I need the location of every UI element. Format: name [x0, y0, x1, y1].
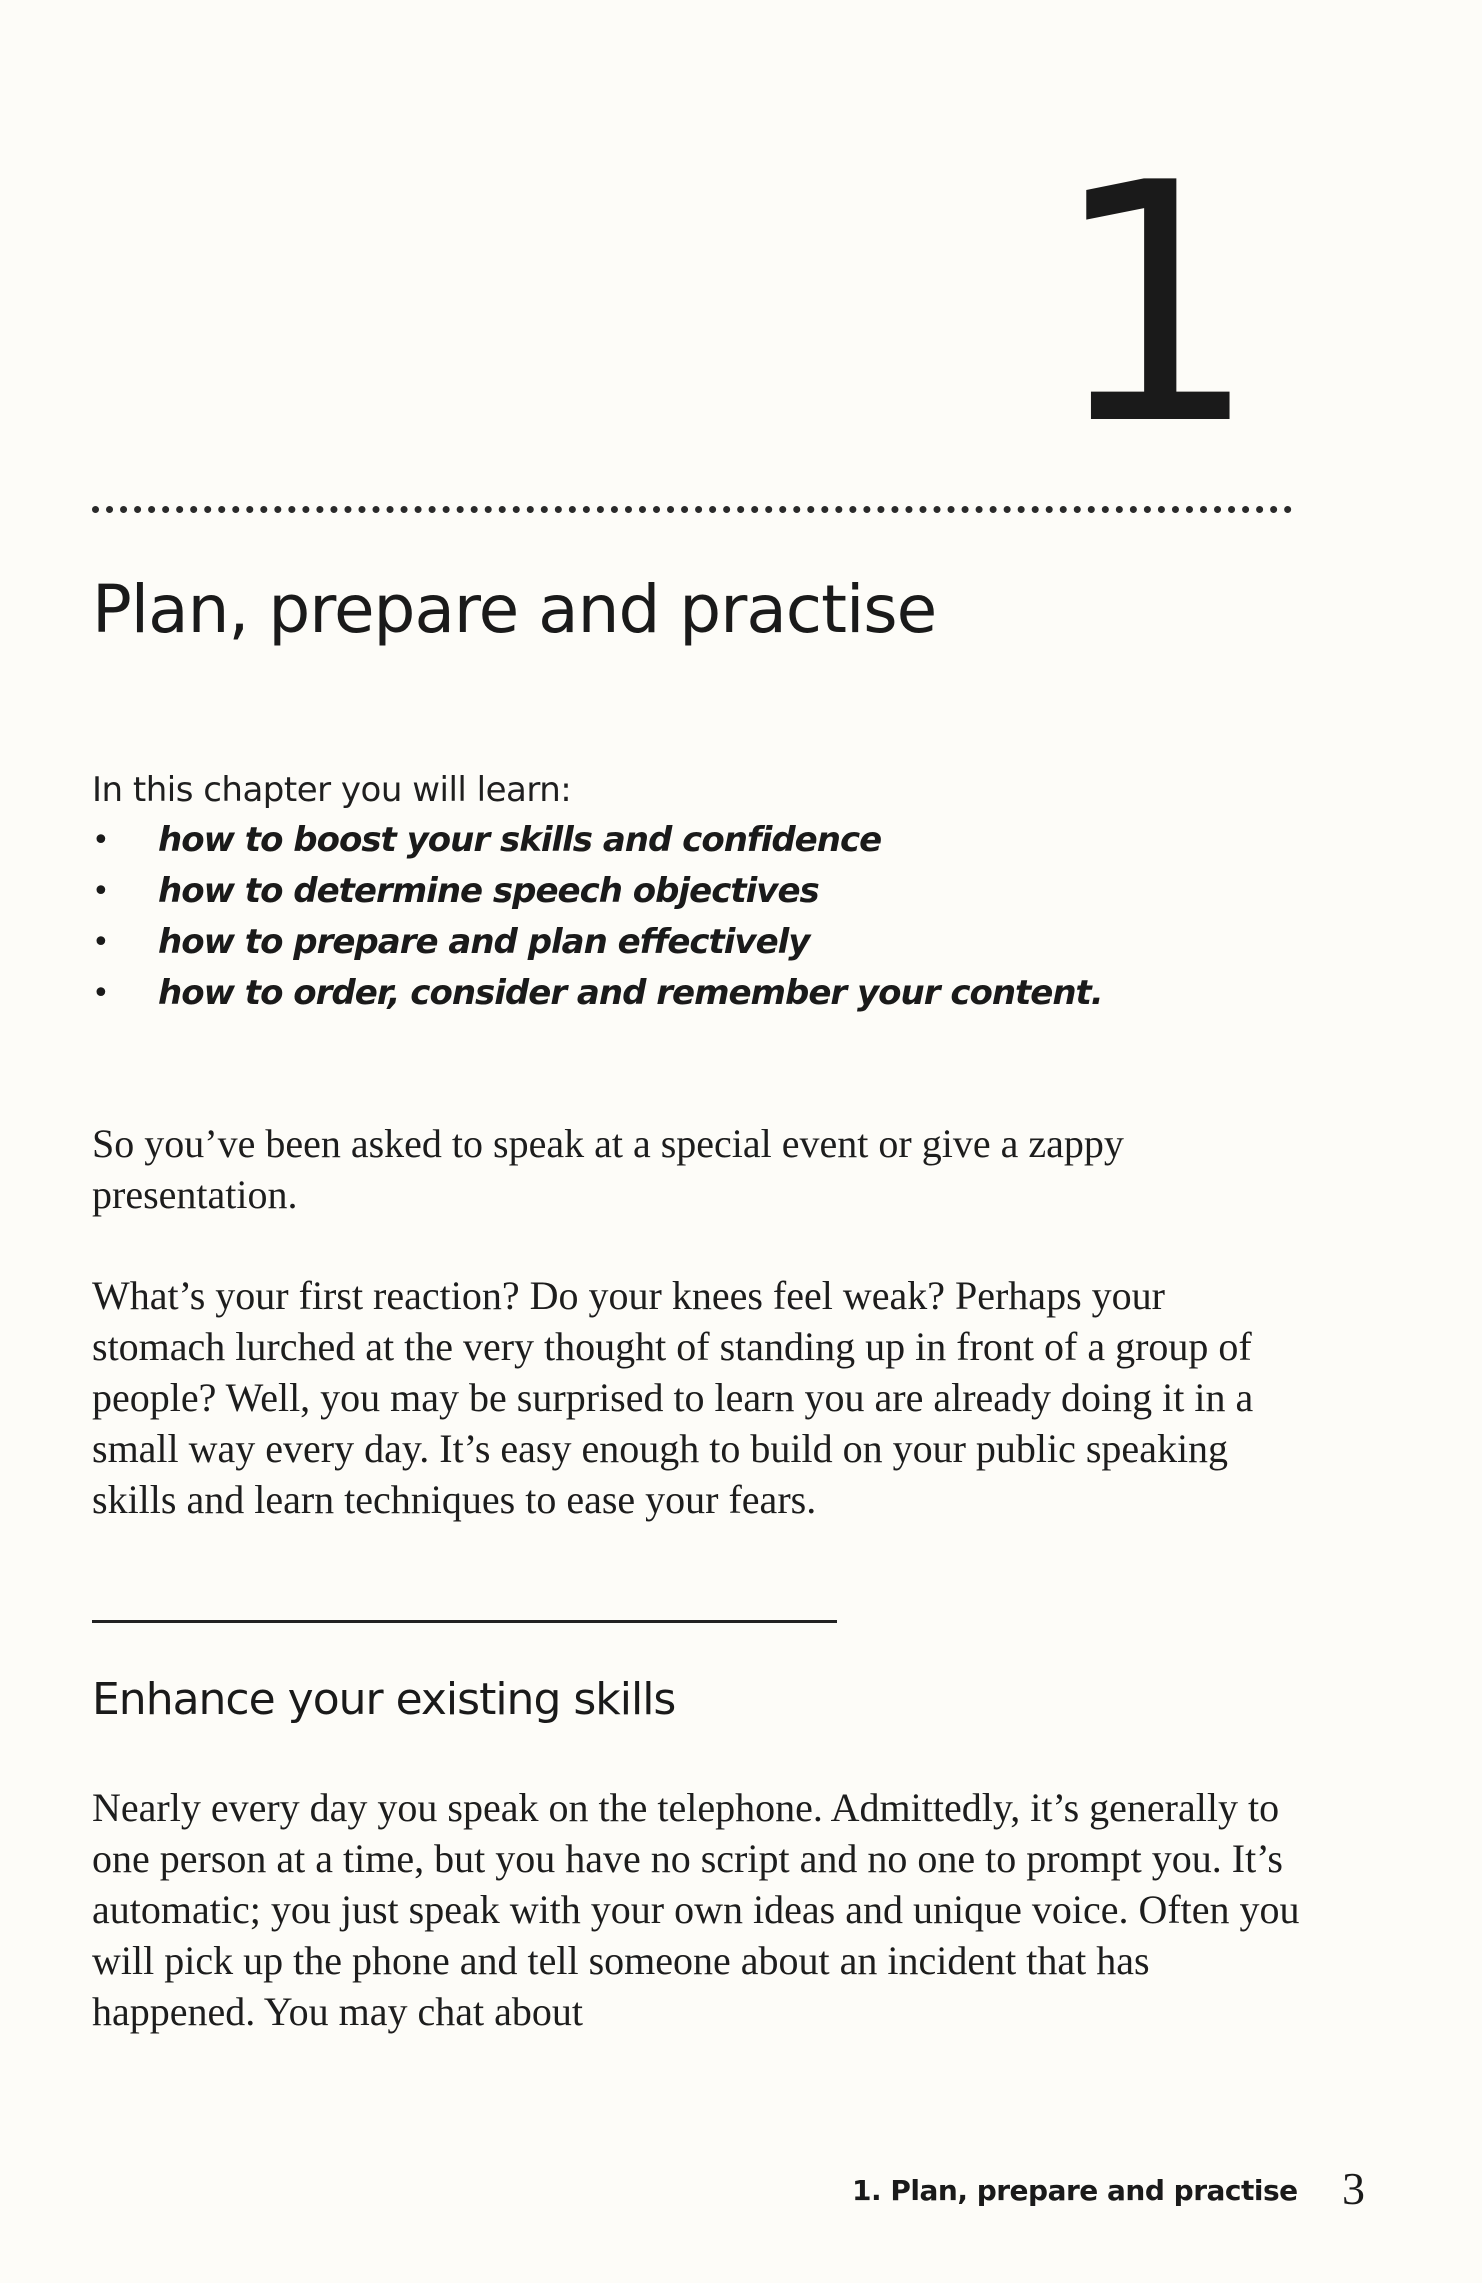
- chapter-number: 1: [1050, 113, 1260, 497]
- bullet-icon: •: [92, 823, 109, 858]
- objective-text: how to order, consider and remember your content.: [158, 973, 1103, 1013]
- chapter-title: Plan, prepare and practise: [92, 571, 937, 648]
- bullet-icon: •: [92, 976, 109, 1011]
- objective-text: how to prepare and plan effectively: [158, 922, 810, 962]
- body-paragraph: What’s your first reaction? Do your knees feel weak? Perhaps your stomach lurched at the very thought of standing up in front of a group of people? Well, you may be surprised to learn you are already doing it in a small way every day. It’s easy enough to build on your public speaking skills and learn techniques to ease your fears.: [92, 1273, 1254, 1522]
- section-heading: Enhance your existing skills: [92, 1674, 676, 1725]
- section-paragraph: Nearly every day you speak on the telephone. Admittedly, it’s generally to one person at a time, but you have no script and no one to prompt you. It’s automatic; you just speak with your own ideas and unique voice. Often you will pick up the phone and tell someone about an incident that has happened. You may chat about: [92, 1785, 1300, 2034]
- page-number: 3: [1342, 2163, 1365, 2214]
- bullet-icon: •: [92, 925, 109, 960]
- section-divider: [92, 1620, 837, 1623]
- running-footer-title: 1. Plan, prepare and practise: [852, 2174, 1298, 2207]
- dotted-divider: [92, 506, 1292, 513]
- body-paragraph: So you’ve been asked to speak at a special event or give a zappy presentation.: [92, 1121, 1124, 1217]
- objective-text: how to determine speech objectives: [158, 871, 819, 911]
- bullet-icon: •: [92, 874, 109, 909]
- learning-intro: In this chapter you will learn:: [92, 770, 572, 810]
- objective-text: how to boost your skills and confidence: [158, 820, 882, 860]
